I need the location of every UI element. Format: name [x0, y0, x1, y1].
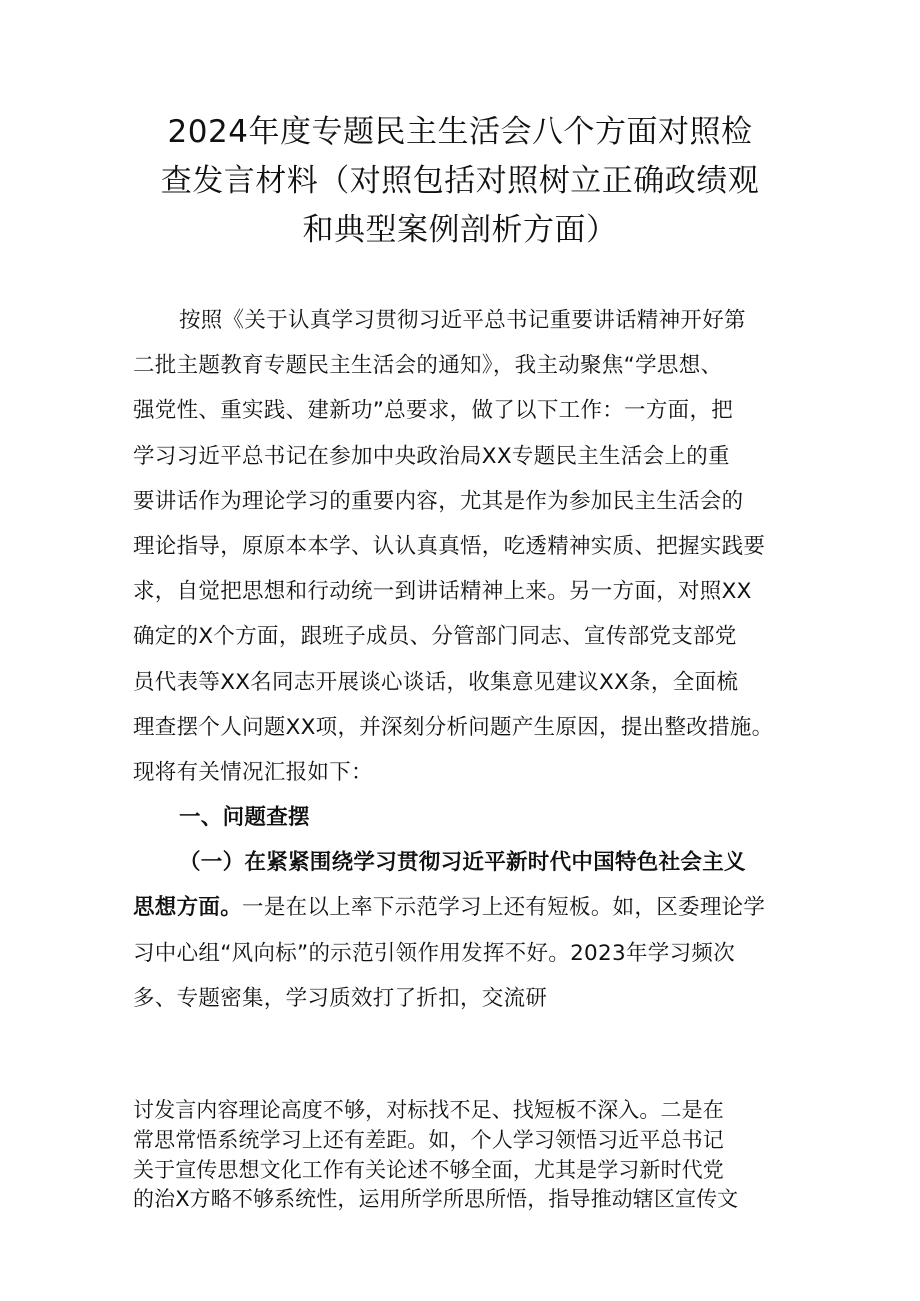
paragraph-line: 理论指导，原原本本学、认认真真悟，吃透精神实质、把握实践要: [133, 533, 766, 559]
subsection-text: 一是在以上率下示范学习上还有短板。如，区委理论学: [242, 895, 766, 921]
subsection-heading: （一）在紧紧围绕学习贯彻习近平新时代中国特色社会主义: [179, 850, 746, 876]
paragraph-line: 的治X方略不够系统性，运用所学所思所悟，指导推动辖区宣传文: [133, 1187, 739, 1212]
paragraph-line: 强党性、重实践、建新功”总要求，做了以下工作：一方面，把: [133, 398, 734, 424]
paragraph-line: 要讲话作为理论学习的重要内容，尤其是作为参加民主生活会的: [133, 488, 744, 514]
paragraph-line: 员代表等XX名同志开展谈心谈话，收集意见建议XX条，全面梳: [133, 669, 739, 695]
document-title: [100, 108, 820, 255]
continuation-paragraph: [133, 1096, 793, 1215]
paragraph-line: 求，自觉把思想和行动统一到讲话精神上来。另一方面，对照XX: [133, 579, 752, 605]
title-line: 2024年度专题民主生活会八个方面对照检: [167, 114, 753, 150]
paragraph-line: 多、专题密集，学习质效打了折扣，交流研: [133, 985, 548, 1011]
subsection-heading-end: 思想方面。: [133, 895, 243, 921]
subsection-line: [133, 885, 793, 930]
paragraph-line: 按照《关于认真学习贯彻习近平总书记重要讲话精神开好第: [179, 308, 746, 333]
paragraph-line: 关于宣传思想文化工作有关论述不够全面，尤其是学习新时代党: [133, 1157, 724, 1182]
paragraph-line: 二批主题教育专题民主生活会的通知》，我主动聚焦“学思想、: [133, 353, 723, 379]
paragraph-line: 确定的X个方面，跟班子成员、分管部门同志、宣传部党支部党: [133, 624, 737, 650]
intro-paragraph: [133, 298, 793, 1021]
paragraph-line: 理查摆个人问题XX项，并深刻分析问题产生原因，提出整改措施。: [133, 714, 774, 740]
title-line: 和典型案例剖析方面）: [302, 212, 618, 248]
paragraph-line: 常思常悟系统学习上还有差距。如，个人学习领悟习近平总书记: [133, 1127, 724, 1152]
title-line: 查发言材料（对照包括对照树立正确政绩观: [160, 163, 760, 199]
paragraph-line: 习中心组“风向标”的示范引领作用发挥不好。2023年学习频次: [133, 940, 735, 966]
section-heading: 一、问题查摆: [179, 805, 310, 831]
paragraph-line: 讨发言内容理论高度不够，对标找不足、找短板不深入。二是在: [133, 1098, 724, 1122]
paragraph-line: 学习习近平总书记在参加中央政治局XX专题民主生活会上的重: [133, 443, 730, 469]
paragraph-line: 现将有关情况汇报如下：: [133, 759, 373, 785]
